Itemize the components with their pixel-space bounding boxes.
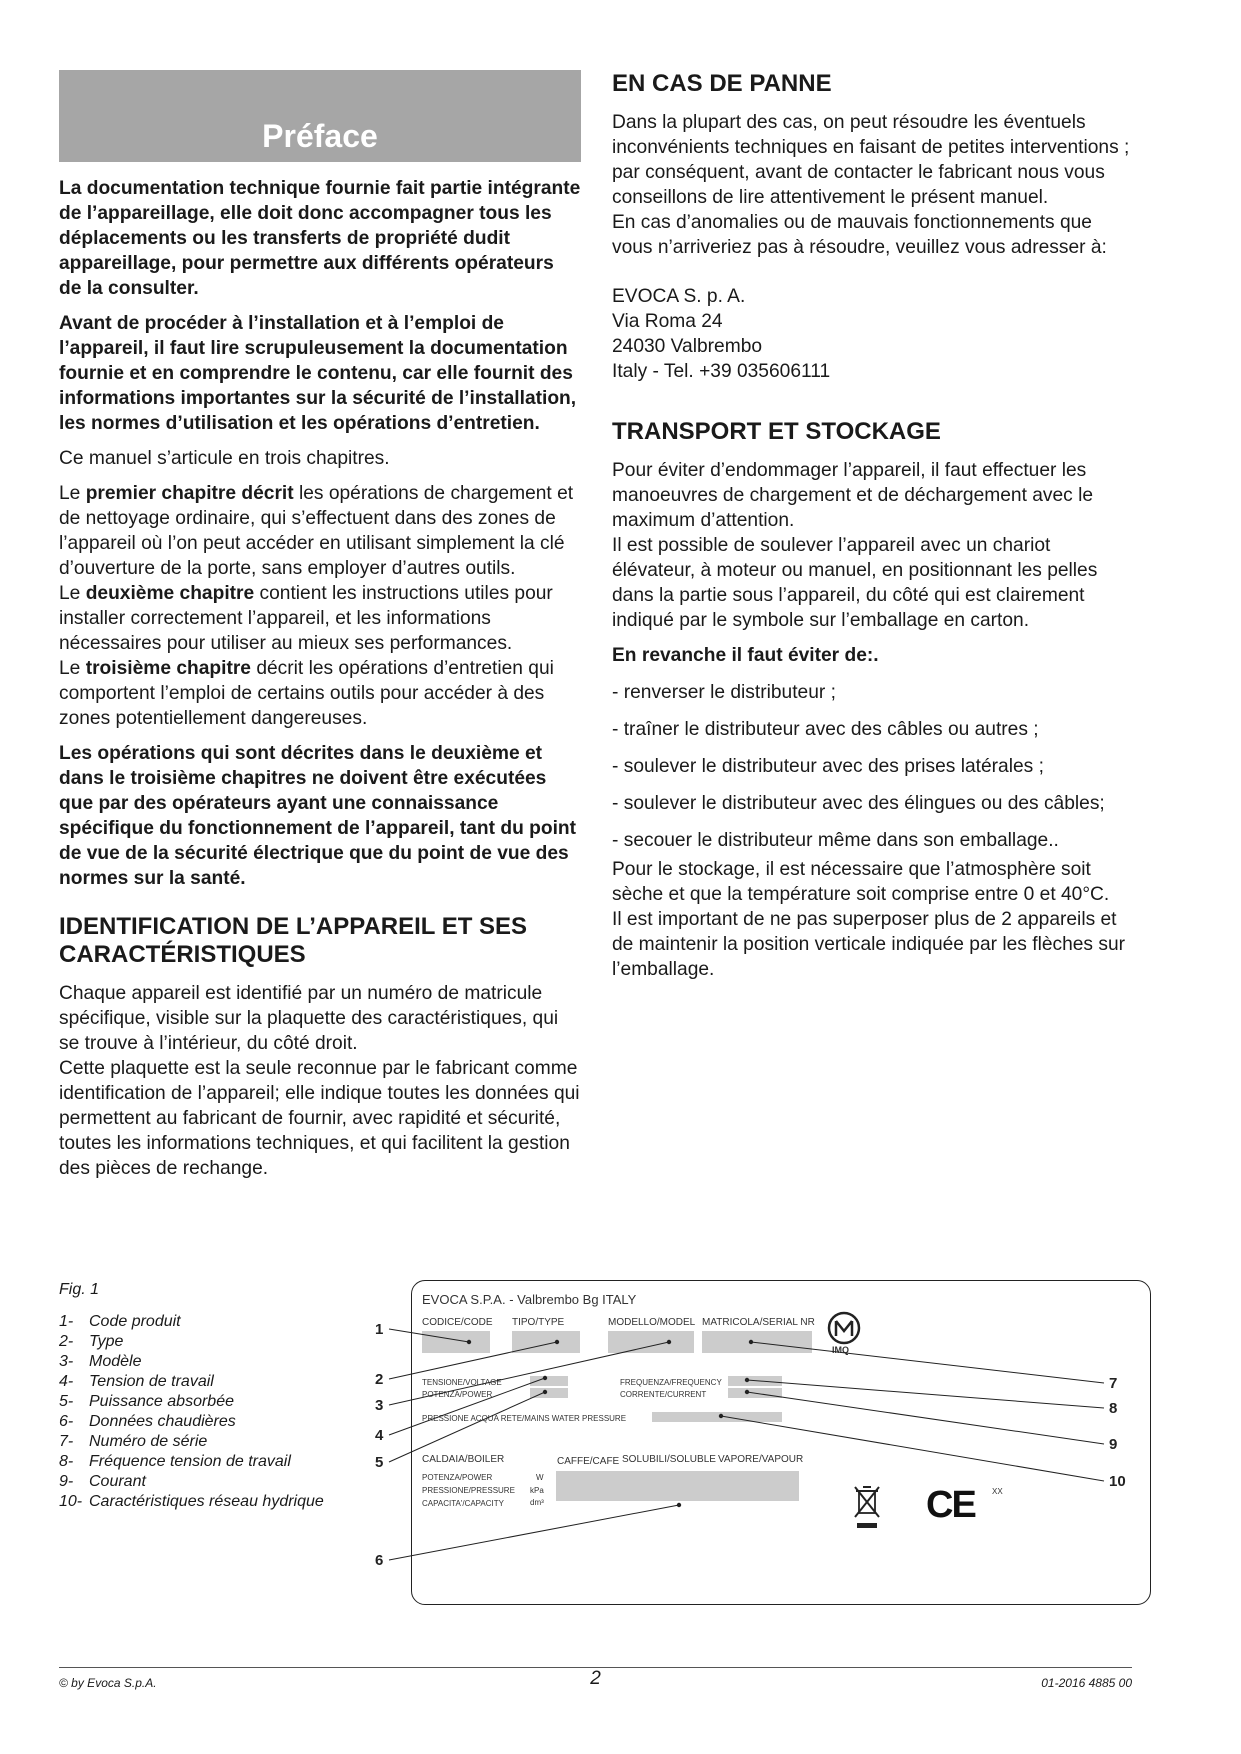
plate-label-current: CORRENTE/CURRENT bbox=[620, 1390, 707, 1399]
legend-number: 7- bbox=[59, 1433, 74, 1450]
legend-number: 4- bbox=[59, 1373, 74, 1390]
callout-dot bbox=[719, 1414, 723, 1418]
address-line: Italy - Tel. +39 035606111 bbox=[612, 361, 831, 382]
chapter-1-text: les opérations de chargement et de nettoyage ordinaire, qui s’effectuent dans des zones de l’appareil où l’on peut accéder en utilisant simplement la clé d’ouverture de la porte, sans employer d’autres outils. bbox=[59, 483, 574, 579]
callout-lines bbox=[59, 1280, 1179, 1640]
unit-w: W bbox=[536, 1473, 544, 1482]
chapter-2-paragraph bbox=[59, 581, 581, 656]
plate-label-boiler: CALDAIA/BOILER bbox=[422, 1454, 505, 1465]
transport-paragraph-1: Pour éviter d’endommager l’appareil, il faut effectuer les manoeuvres de chargement et de déchargement avec le maximum d’attention. bbox=[612, 460, 1094, 531]
avoid-list bbox=[612, 680, 1132, 853]
callout-line bbox=[747, 1380, 1104, 1408]
legend-text: Type bbox=[89, 1333, 124, 1350]
intro-paragraph-1: La documentation technique fournie fait partie intégrante de l’appareillage, elle doit donc accompagner tous les déplacements ou les transferts de propriété dudit appareillage, pour permettre aux différents opérateurs de la consulter. bbox=[59, 178, 581, 299]
unit-kpa: kPa bbox=[530, 1486, 544, 1495]
plate-label-vapour: VAPORE/VAPOUR bbox=[718, 1454, 804, 1465]
legend-text: Code produit bbox=[89, 1313, 181, 1330]
callout-line bbox=[389, 1329, 469, 1342]
page-footer bbox=[59, 1667, 1132, 1690]
chapter-1-lead: Le bbox=[59, 483, 86, 504]
callout-dot bbox=[543, 1376, 547, 1380]
identification-paragraph-1: Chaque appareil est identifié par un numéro de matricule spécifique, visible sur la plaquette des caractéristiques, qui se trouve à l’intérieur, du côté droit. bbox=[59, 983, 559, 1054]
list-item: - soulever le distributeur avec des élingues ou des câbles; bbox=[612, 793, 1105, 814]
right-column bbox=[612, 70, 1132, 982]
chapter-1-bold: premier chapitre décrit bbox=[85, 483, 294, 504]
legend-text: Tension de travail bbox=[89, 1373, 214, 1390]
legend-number: 3- bbox=[59, 1353, 74, 1370]
callout-line bbox=[389, 1392, 545, 1462]
plate-label-power: POTENZA/POWER bbox=[422, 1390, 493, 1399]
legend-number: 6- bbox=[59, 1413, 74, 1430]
figure-caption: Fig. 1 bbox=[59, 1281, 100, 1298]
callout-dot bbox=[667, 1340, 671, 1344]
callout-number: 10 bbox=[1109, 1473, 1126, 1490]
panne-paragraph-1: Dans la plupart des cas, on peut résoudre les éventuels inconvénients techniques en faisant de petites interventions ; par conséquent, avant de contacter le fabricant nous vous conseillons de lire attentivement le présent manuel. bbox=[612, 112, 1130, 208]
imq-text: IMQ bbox=[832, 1345, 849, 1355]
boiler-power-label: POTENZA/POWER bbox=[422, 1473, 493, 1482]
legend-number: 9- bbox=[59, 1473, 74, 1490]
figure-1 bbox=[59, 1280, 1179, 1640]
legend-text: Courant bbox=[89, 1473, 146, 1490]
callout-dot bbox=[749, 1340, 753, 1344]
legend-number: 1- bbox=[59, 1313, 74, 1330]
chapter-3-text: décrit les opérations d’entretien qui comportent l’emploi de certains outils pour accéder à des zones potentiellement dangereuses. bbox=[59, 658, 554, 729]
chapter-1-paragraph bbox=[59, 481, 581, 581]
transport-heading: TRANSPORT ET STOCKAGE bbox=[612, 418, 941, 445]
identification-paragraph-2: Cette plaquette est la seule reconnue par le fabricant comme identification de l’appareil; elle indique toutes les données qui permettent au fabricant de fournir, avec rapidité et sécurité, toutes les informations techniques, et qui facilitent la gestion des pièces de rechange. bbox=[59, 1058, 580, 1179]
callout-dot bbox=[677, 1503, 681, 1507]
panne-paragraph-2: En cas d’anomalies ou de mauvais fonctionnements que vous n’arriveriez pas à résoudre, veuillez vous adresser à: bbox=[612, 212, 1107, 258]
boiler-capacity-label: CAPACITA'/CAPACITY bbox=[422, 1499, 504, 1508]
list-item: - traîner le distributeur avec des câbles ou autres ; bbox=[612, 719, 1039, 740]
callout-number: 6 bbox=[375, 1552, 384, 1569]
chapter-3-paragraph bbox=[59, 656, 581, 731]
plate-label-soluble: SOLUBILI/SOLUBLE bbox=[622, 1454, 716, 1465]
left-column bbox=[59, 70, 581, 1181]
callout-dot bbox=[555, 1340, 559, 1344]
address-line: EVOCA S. p. A. bbox=[612, 286, 746, 307]
callout-number: 2 bbox=[375, 1371, 384, 1388]
intro-paragraph-2: Avant de procéder à l’installation et à l’emploi de l’appareil, il faut lire scrupuleusement la documentation fournie et en comprendre le contenu, car elle fournit des informations importantes sur la sécurité de l’installation, les normes d’utilisation et les opérations d’entretien. bbox=[59, 313, 577, 434]
address-line: Via Roma 24 bbox=[612, 311, 723, 332]
plate-label-code: CODICE/CODE bbox=[422, 1317, 493, 1328]
document-reference: 01-2016 4885 00 bbox=[1041, 1676, 1132, 1690]
plate-header: EVOCA S.P.A. - Valbrembo Bg ITALY bbox=[422, 1292, 637, 1307]
unit-dm3: dm³ bbox=[530, 1498, 544, 1507]
callout-number: 4 bbox=[375, 1427, 384, 1444]
chapters-intro: Ce manuel s’articule en trois chapitres. bbox=[59, 448, 390, 469]
chapter-3-bold: troisième chapitre bbox=[85, 658, 251, 679]
plate-label-type: TIPO/TYPE bbox=[512, 1317, 565, 1328]
callout-number: 1 bbox=[375, 1321, 384, 1338]
callout-line bbox=[389, 1378, 545, 1435]
copyright: © by Evoca S.p.A. bbox=[59, 1676, 157, 1690]
page-number: 2 bbox=[590, 1668, 601, 1689]
legend-number: 5- bbox=[59, 1393, 74, 1410]
legend-text: Modèle bbox=[89, 1353, 142, 1370]
callout-line bbox=[389, 1505, 679, 1560]
plate-label-model: MODELLO/MODEL bbox=[608, 1317, 696, 1328]
list-item: - secouer le distributeur même dans son emballage.. bbox=[612, 830, 1059, 851]
address-line: 24030 Valbrembo bbox=[612, 336, 763, 357]
legend-number: 2- bbox=[59, 1333, 74, 1350]
legend-text: Caractéristiques réseau hydrique bbox=[89, 1493, 324, 1510]
chapter-2-bold: deuxième chapitre bbox=[85, 583, 255, 604]
preface-title: Préface bbox=[262, 118, 378, 154]
legend-text: Données chaudières bbox=[89, 1413, 236, 1430]
legend-number: 8- bbox=[59, 1453, 74, 1470]
transport-paragraph-2: Il est possible de soulever l’appareil avec un chariot élévateur, à moteur ou manuel, en positionnant les pelles dans la partie sous l’appareil, du côté qui est clairement indiqué par le symbole sur l’emballage en carton. bbox=[612, 535, 1098, 631]
callout-dot bbox=[543, 1390, 547, 1394]
chapter-3-lead: Le bbox=[59, 658, 86, 679]
callout-number: 3 bbox=[375, 1397, 384, 1414]
legend-number: 10- bbox=[59, 1493, 83, 1510]
legend-text: Fréquence tension de travail bbox=[89, 1453, 291, 1470]
legend-text: Puissance absorbée bbox=[89, 1393, 234, 1410]
panne-heading: EN CAS DE PANNE bbox=[612, 70, 832, 97]
callout-dot bbox=[467, 1340, 471, 1344]
manufacturer-address bbox=[612, 284, 1132, 384]
plate-label-coffee: CAFFE/CAFE bbox=[557, 1456, 620, 1467]
callout-line bbox=[389, 1342, 557, 1379]
plate-label-frequency: FREQUENZA/FREQUENCY bbox=[620, 1378, 722, 1387]
legend-text: Numéro de série bbox=[89, 1433, 208, 1450]
callout-number: 5 bbox=[375, 1454, 384, 1471]
identification-heading: IDENTIFICATION DE L’APPAREIL ET SES CARACTÉRISTIQUES bbox=[59, 913, 528, 968]
callout-dot bbox=[745, 1390, 749, 1394]
chapter-2-lead: Le bbox=[59, 583, 86, 604]
chapter-2-text: contient les instructions utiles pour installer correctement l’appareil, et les informations nécessaires pour utiliser au mieux ses performances. bbox=[59, 583, 553, 654]
callout-number: 7 bbox=[1109, 1375, 1118, 1392]
avoid-heading: En revanche il faut éviter de:. bbox=[612, 645, 879, 666]
list-item: - soulever le distributeur avec des prises latérales ; bbox=[612, 756, 1044, 777]
callout-dot bbox=[745, 1378, 749, 1382]
callout-line bbox=[751, 1342, 1104, 1383]
plate-label-serial: MATRICOLA/SERIAL NR bbox=[702, 1317, 815, 1328]
storage-paragraph-2: Il est important de ne pas superposer plus de 2 appareils et de maintenir la position verticale indiquée par les flèches sur l’emballage. bbox=[612, 909, 1126, 980]
preface-banner bbox=[59, 70, 581, 162]
callout-line bbox=[721, 1416, 1104, 1481]
callout-line bbox=[747, 1392, 1104, 1444]
list-item: - renverser le distributeur ; bbox=[612, 682, 836, 703]
storage-paragraph-1: Pour le stockage, il est nécessaire que l’atmosphère soit sèche et que la température soit comprise entre 0 et 40°C. bbox=[612, 859, 1110, 905]
warning-paragraph: Les opérations qui sont décrites dans le deuxième et dans le troisième chapitres ne doivent être exécutées que par des opérateurs ayant une connaissance spécifique du fonctionnement de l’appareil, tant du point de vue de la sécurité électrique que du point de vue des normes sur la santé. bbox=[59, 743, 577, 889]
callout-number: 9 bbox=[1109, 1436, 1118, 1453]
boiler-pressure-label: PRESSIONE/PRESSURE bbox=[422, 1486, 515, 1495]
callout-number: 8 bbox=[1109, 1400, 1118, 1417]
callout-line bbox=[389, 1342, 669, 1405]
plate-label-voltage: TENSIONE/VOLTAGE bbox=[422, 1378, 502, 1387]
ce-mark: CE bbox=[926, 1484, 975, 1526]
ce-year: XX bbox=[992, 1487, 1003, 1496]
plate-label-water-pressure: PRESSIONE ACQUA RETE/MAINS WATER PRESSURE bbox=[422, 1414, 627, 1423]
